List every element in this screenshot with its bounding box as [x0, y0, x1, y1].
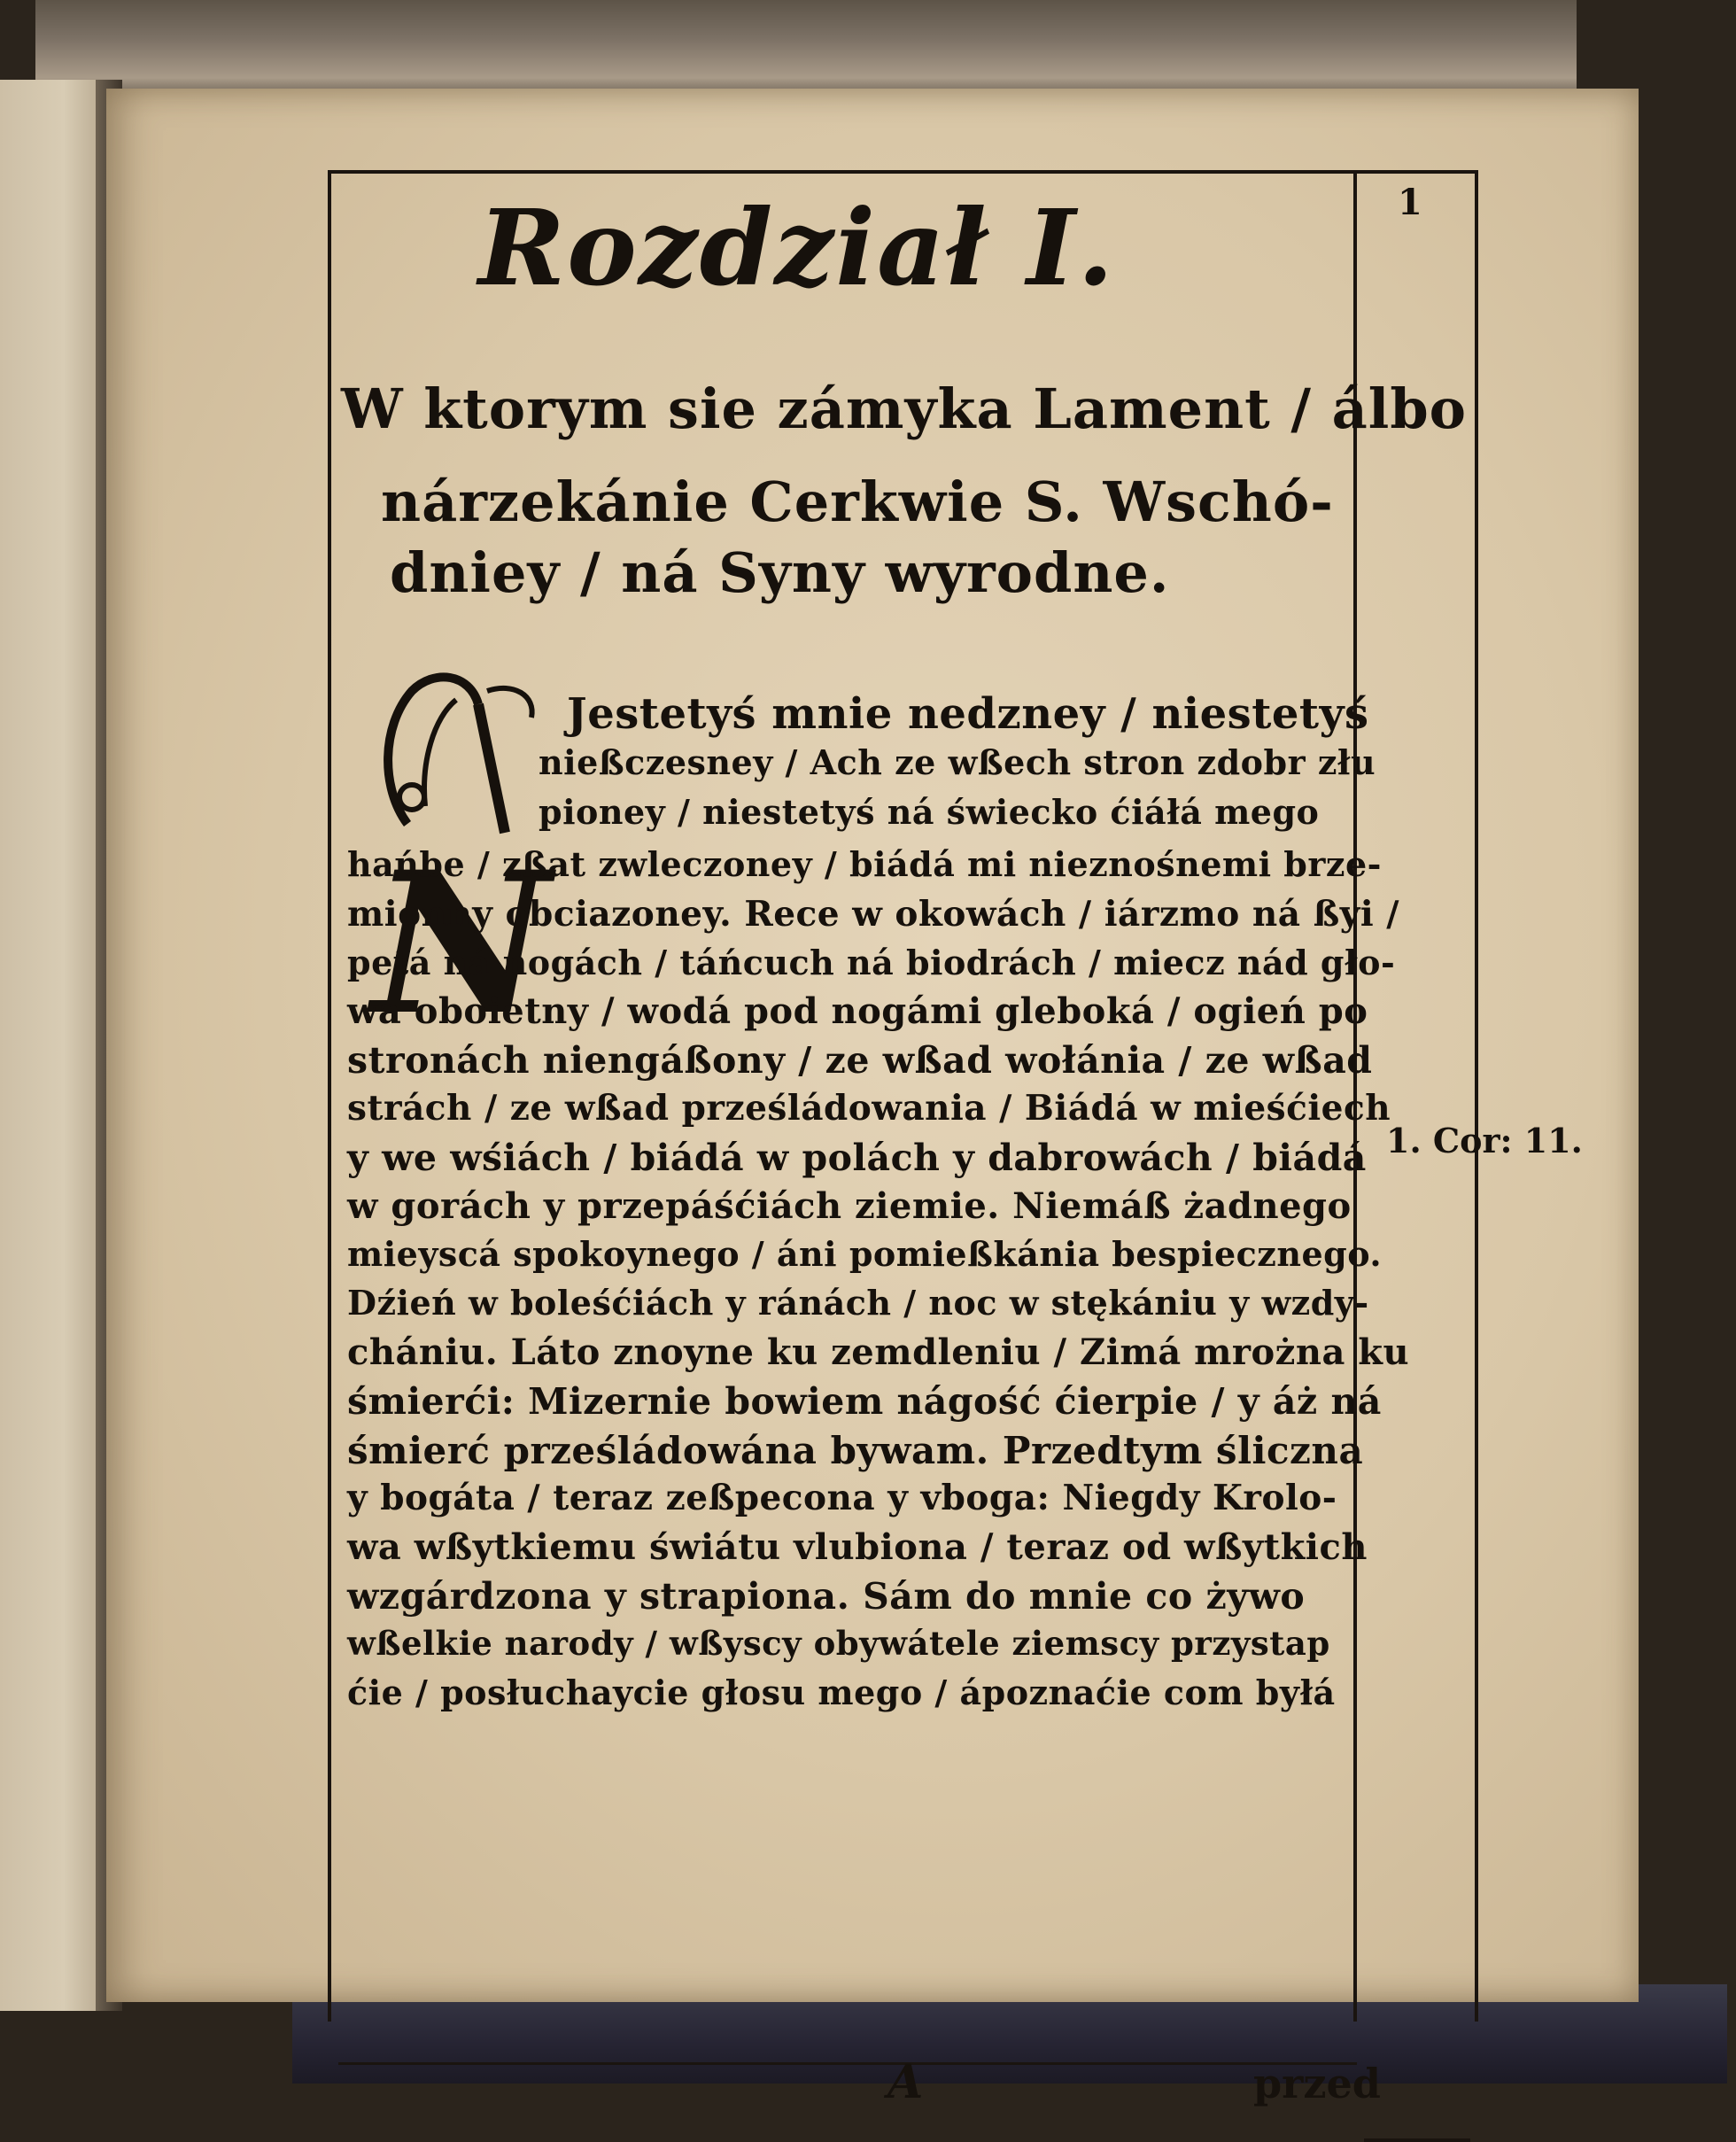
body-line: Dźień w boleśćiách y ránách / noc w stękániu y wzdy- [347, 1283, 1369, 1323]
folio-number: 1 [1398, 182, 1422, 223]
subtitle-line-3: dniey / ná Syny wyrodne. [390, 540, 1170, 605]
subtitle-line-1: W ktorym sie zámyka Lament / álbo [341, 376, 1468, 441]
frame-top-rule [328, 170, 1475, 174]
body-line: strách / ze wßad prześládowania / Biádá w mieśćiech [347, 1088, 1391, 1129]
body-line: petá ná nogách / táńcuch ná biodrách / miecz nád gło- [347, 943, 1396, 982]
body-line: stronách niengáßony / ze wßad wołánia / ze wßad [347, 1039, 1373, 1082]
frame-left-rule [328, 170, 331, 2022]
chapter-heading: Rozdział I. [478, 186, 1116, 309]
body-line: wzgárdzona y strapiona. Sám do mnie co żywo [347, 1575, 1306, 1618]
margin-short-rule [1364, 2138, 1470, 2142]
subtitle-line-2: nárzekánie Cerkwie S. Wschó- [381, 470, 1334, 534]
body-line: śmierć prześládowána bywam. Przedtym śliczna [347, 1429, 1364, 1472]
book-top-edge [35, 0, 1577, 97]
body-line: śmierći: Mizernie bowiem nágość ćierpie / y áż ná [347, 1380, 1382, 1423]
body-line: w gorách y przepáśćiách ziemie. Niemáß żadnego [347, 1185, 1352, 1227]
body-line: wßelkie narody / wßyscy obywátele ziemscy przystap [347, 1624, 1330, 1663]
body-line: pioney / niestetyś ná świecko ćiáłá mego [539, 792, 1320, 832]
body-line: mionny obciazoney. Rece w okowách / iárzmo ná ßyi / [347, 894, 1399, 935]
body-line: chániu. Láto znoyne ku zemdleniu / Zimá mrożna ku [347, 1331, 1410, 1373]
margin-citation: 1. Cor: 11. [1386, 1121, 1583, 1160]
frame-outer-right-rule [1475, 170, 1478, 2022]
body-line: y we wśiách / biádá w polách y dabrowách / biádá [347, 1137, 1367, 1179]
body-line: wa wßytkiemu świátu vlubiona / teraz od wßytkich [347, 1526, 1368, 1568]
drop-cap-letter: N [372, 828, 551, 1058]
drop-cap-ornament [372, 656, 549, 842]
bottom-text-rule [338, 2062, 1357, 2065]
body-line: Jestetyś mnie nedzney / niestetyś [567, 689, 1369, 739]
catchword: przed [1253, 2060, 1381, 2107]
body-line: nießczesney / Ach ze wßech stron zdobr złu [539, 742, 1376, 782]
body-line: mieyscá spokoynego / áni pomießkánia bespiecznego. [347, 1234, 1383, 1274]
body-line: y bogáta / teraz zeßpecona y vboga: Niegdy Krolo- [347, 1478, 1337, 1518]
body-line: wa oboietny / wodá pod nogámi gleboká / ogień po [347, 990, 1368, 1032]
body-line: ćie / posłuchaycie głosu mego / ápoznaćie com byłá [347, 1672, 1336, 1712]
body-line: hańbe / zßat zwleczoney / biádá mi nieznośnemi brze- [347, 844, 1382, 884]
signature-mark: A [887, 2055, 924, 2109]
facing-page-edge [0, 80, 106, 2011]
